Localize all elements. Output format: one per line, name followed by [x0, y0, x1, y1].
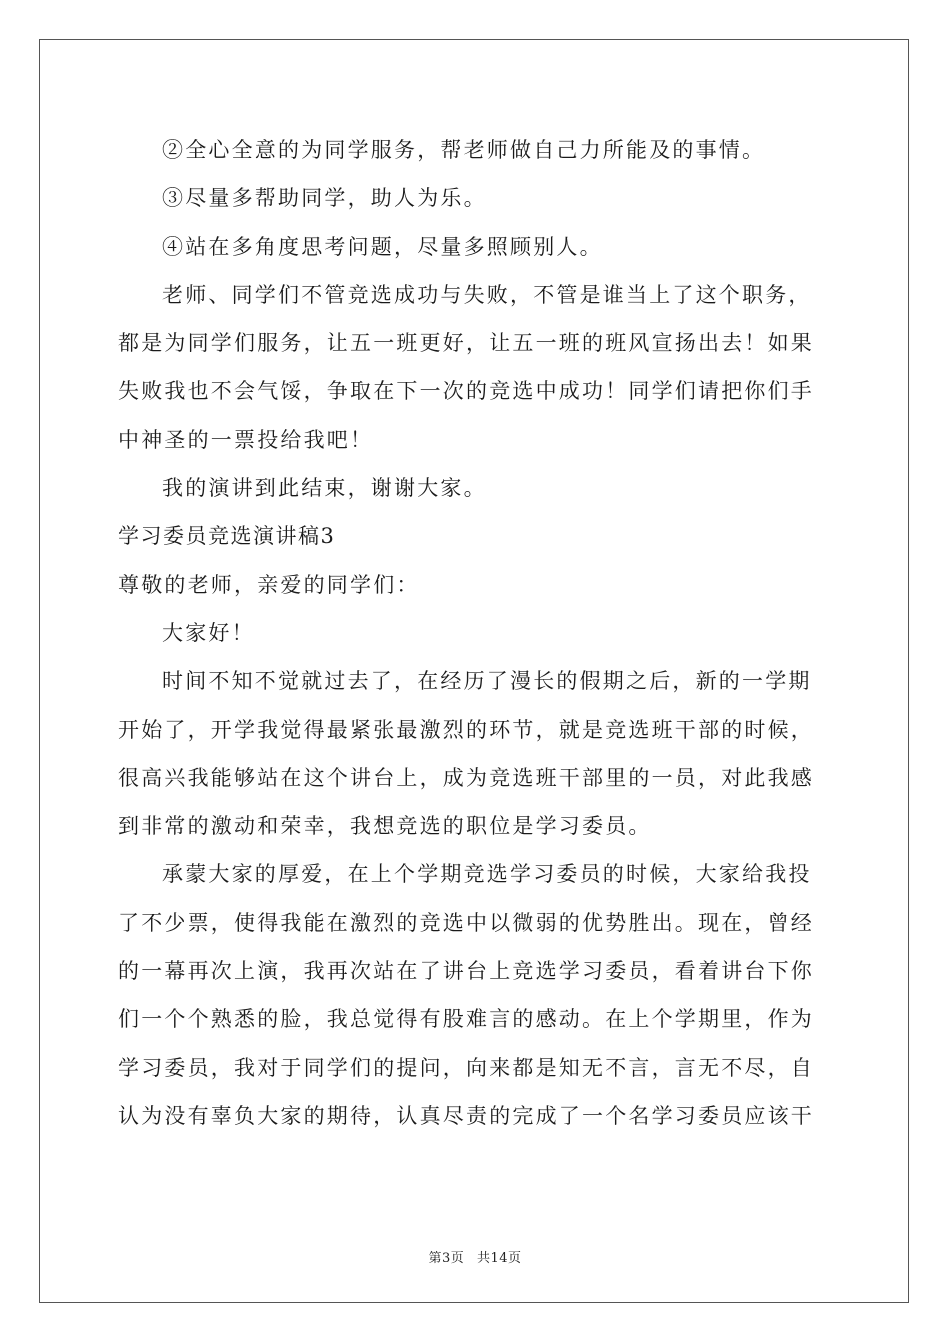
text-line: 学习委员竞选演讲稿3 [118, 524, 336, 549]
text-line: ④站在多角度思考问题，尽量多照顾别人。 [162, 234, 603, 259]
text-line: 很高兴我能够站在这个讲台上，成为竞选班干部里的一员，对此我感 [118, 765, 814, 790]
page-number: 第3页 [428, 1251, 465, 1266]
page-footer [0, 1247, 950, 1266]
page-total: 共14页 [476, 1251, 522, 1266]
text-line: 们一个个熟悉的脸，我总觉得有股难言的感动。在上个学期里，作为 [118, 1007, 814, 1032]
paragraph [118, 609, 834, 657]
text-line: 承蒙大家的厚爱，在上个学期竞选学习委员的时候，大家给我投 [162, 862, 812, 887]
text-line: 时间不知不觉就过去了，在经历了漫长的假期之后，新的一学期 [162, 669, 812, 694]
paragraph [118, 174, 834, 222]
section-heading [118, 512, 834, 560]
text-line: 认为没有辜负大家的期待，认真尽责的完成了一个名学习委员应该干 [118, 1103, 814, 1128]
paragraph [118, 561, 834, 609]
text-line: 尊敬的老师，亲爱的同学们： [118, 572, 420, 597]
text-line: 了不少票，使得我能在激烈的竞选中以微弱的优势胜出。现在，曾经 [118, 910, 814, 935]
text-line: 的一幕再次上演，我再次站在了讲台上竞选学习委员，看着讲台下你 [118, 959, 814, 984]
document-body [118, 126, 834, 1140]
text-line: 失败我也不会气馁，争取在下一次的竞选中成功！同学们请把你们手 [118, 379, 814, 404]
text-line: 到非常的激动和荣幸，我想竞选的职位是学习委员。 [118, 814, 652, 839]
paragraph [118, 271, 834, 464]
text-line: 学习委员，我对于同学们的提问，向来都是知无不言，言无不尽，自 [118, 1055, 814, 1080]
text-line: 开始了，开学我觉得最紧张最激烈的环节，就是竞选班干部的时候， [118, 717, 814, 742]
text-line: 中神圣的一票投给我吧！ [118, 427, 374, 452]
text-line: 大家好！ [162, 620, 255, 645]
text-line: ③尽量多帮助同学，助人为乐。 [162, 186, 487, 211]
paragraph [118, 850, 834, 1140]
text-line: ②全心全意的为同学服务，帮老师做自己力所能及的事情。 [162, 138, 766, 162]
paragraph [118, 464, 834, 512]
text-line: 我的演讲到此结束，谢谢大家。 [162, 476, 487, 501]
text-line: 老师、同学们不管竞选成功与失败，不管是谁当上了这个职务， [162, 282, 812, 307]
text-line: 都是为同学们服务，让五一班更好，让五一班的班风宣扬出去！如果 [118, 331, 814, 356]
paragraph [118, 223, 834, 271]
paragraph [118, 657, 834, 850]
paragraph [118, 126, 834, 174]
